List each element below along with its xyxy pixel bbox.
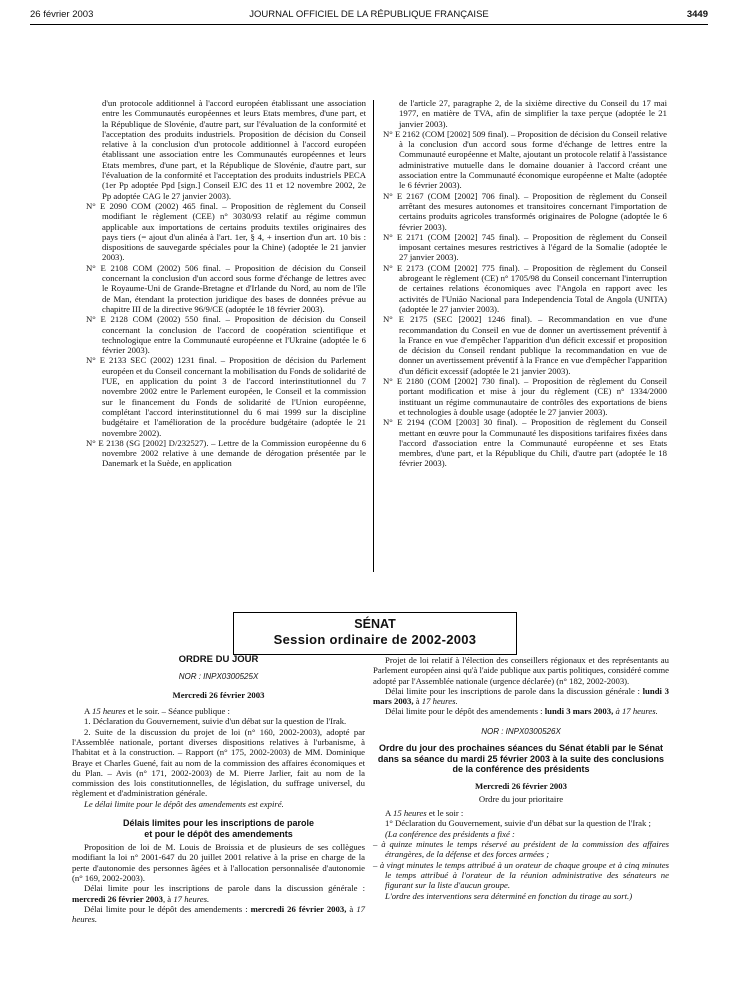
- document-entry: N° E 2108 COM (2002) 506 final. – Proposition de décision du Conseil concernant la conclusion d'un accord sous forme d'échange de lettres avec le Royaume-Uni de Grande-Bretagne et d'Irlande du Nord, au nom de l'île de Man, étendant la protection juridique des bases de données prévue au chapitre III de la directive 96/9/CE (adoptée le 18 février 2003).: [86, 262, 366, 314]
- document-entry: N° E 2128 COM (2002) 550 final. – Proposition de décision du Conseil concernant la conclusion de l'accord de coopération scientifique et technologique entre la Communauté européenne et l'Ukraine (adoptée le 6 février 2003).: [86, 314, 366, 356]
- delais-title-line-2: et pour le dépôt des amendements: [144, 828, 293, 839]
- delais-title-line-1: Délais limites pour les inscriptions de parole: [122, 818, 315, 829]
- seance-time-line: A 15 heures et le soir. – Séance publique :: [84, 706, 230, 717]
- document-entry: N° E 2175 (SEC [2002] 1246 final). – Recommandation en vue d'une recommandation du Conseil en vue de donner un avertissement préventif à la France en vue d'empêcher l'apparition d'un déficit excessif et proposition de décision du Conseil rendant publique la recommandation en vue de donner un avertissement préventif à la France en vue d'empêcher l'apparition d'un déficit excessif (adoptée le 21 janvier 2003).: [383, 314, 667, 376]
- header-page-number: 3449: [686, 9, 708, 20]
- nor-reference-2: NOR : INPX0300526X: [481, 726, 561, 736]
- dash-item-2: – à vingt minutes le temps attribué à un orateur de chaque groupe et à cinq minutes le temps attribué à l'orateur de la réunion administrative des sénateurs ne figurant sur la liste d'aucun groupe.: [373, 859, 669, 891]
- senat-title: SÉNAT: [354, 617, 396, 631]
- document-entry: N° E 2171 (COM [2002] 745 final). – Proposition de règlement du Conseil imposant certaines mesures restrictives à l'égard de la Somalie (adoptée le 27 janvier 2003).: [383, 231, 667, 263]
- document-entry: N° E 2138 (SG [2002] D/232527). – Lettre de la Commission européenne du 6 novembre 2002 relative à une demande de dérogation présentée par le Danemark et la Suède, en application: [86, 437, 366, 469]
- seance-time-line-2: A 15 heures et le soir :: [385, 808, 464, 819]
- agenda-item-1b: 1° Déclaration du Gouvernement, suivie d'un débat sur la question de l'Irak ;: [385, 818, 651, 829]
- nor-reference: NOR : INPX0300525X: [178, 671, 259, 681]
- document-entry: N° E 2180 (COM [2002] 730 final). – Proposition de règlement du Conseil portant modification et mise à jour du règlement (CE) n° 1334/2000 instituant un régime communautaire de contrôles des exportations de biens et technologies à double usage (adoptée le 27 janvier 2003).: [383, 376, 667, 417]
- projet-de-loi: Projet de loi relatif à l'élection des conseillers régionaux et des représentants au Parlement européen ainsi qu'à l'aide publique aux partis politiques, considéré comme adopté par l'Assemblée nationale (urgence déclarée) (n° 182, 2002-2003).: [373, 655, 669, 686]
- page-header: [30, 10, 708, 24]
- document-entry: N° E 2173 (COM [2002] 775 final). – Proposition de règlement du Conseil abrogeant le règlement (CE) n° 1705/98 du Conseil concernant l'interruption de certaines relations économiques avec l'Angola en rapport avec les activités de l'União Nacional para Independencia Total de Angola (UNITA) (adoptée le 27 janvier 2003).: [383, 262, 667, 314]
- entry-continuation: de l'article 27, paragraphe 2, de la sixième directive du Conseil du 17 mai 1977, en matière de TVA, afin de simplifier la taxe perçue (adoptée le 21 janvier 2003).: [399, 98, 667, 129]
- delai-parole-2: Délai limite pour les inscriptions de parole dans la discussion générale : lundi 3 mars 2003, à 17 heures.: [373, 685, 669, 707]
- seance-date-2: Mercredi 26 février 2003: [475, 780, 567, 791]
- document-entry: N° E 2090 COM (2002) 465 final. – Proposition de règlement du Conseil modifiant le règlement (CEE) n° 3030/93 relatif au régime commun applicable aux importations de certains produits textiles originaires des pays tiers (= ajout d'un alinéa à l'art. 1er, § 4, + insertion d'un art. 10 bis : dispositions de sauvegarde spéciales pour la Chine) (adoptée le 21 janvier 2003).: [86, 200, 366, 263]
- header-journal-title: JOURNAL OFFICIEL DE LA RÉPUBLIQUE FRANÇAISE: [249, 9, 489, 20]
- dash-item-1: – à quinze minutes le temps réservé au président de la commission des affaires étrangères, de la défense et des forces armées ;: [373, 839, 669, 860]
- column-right-top: [383, 98, 667, 469]
- document-entry: N° E 2194 (COM [2003] 30 final). – Proposition de règlement du Conseil mettant en œuvre pour la Communauté les dispositions tarifaires fixées dans l'accord d'association entre la Communauté européenne et ses Etats membres, d'une part, et la République du Chili, d'autre part (adoptée le 18 février 2003).: [383, 417, 667, 469]
- delai-expire-note: Le délai limite pour le dépôt des amendements est expiré.: [84, 798, 284, 809]
- column-divider: [373, 100, 374, 572]
- delai-amendements-2: Délai limite pour le dépôt des amendements : lundi 3 mars 2003, à 17 heures.: [385, 706, 658, 717]
- ordre-prioritaire: Ordre du jour prioritaire: [478, 793, 564, 804]
- header-date: 26 février 2003: [30, 9, 94, 20]
- column-right-bottom: [373, 655, 669, 901]
- senat-session: Session ordinaire de 2002-2003: [273, 632, 477, 647]
- senat-banner: [233, 612, 517, 655]
- seance-date: Mercredi 26 février 2003: [172, 689, 265, 700]
- header-rule: [30, 24, 708, 25]
- delai-amendements-1: Délai limite pour le dépôt des amendements : mercredi 26 février 2003, à 17 heures.: [72, 903, 365, 925]
- ordre-interventions: L'ordre des interventions sera déterminé en fonction du tirage au sort.): [385, 890, 633, 901]
- column-left-top: [86, 98, 366, 469]
- document-entry: N° E 2167 (COM [2002] 706 final). – Proposition de règlement du Conseil arrêtant des mesures autonomes et transitoires concernant l'importation de certains produits agricoles transformés originaires de Pologne (adoptée le 6 février 2003).: [383, 190, 667, 232]
- ordre-du-jour-title: ORDRE DU JOUR: [178, 654, 259, 665]
- document-entry: N° E 2133 SEC (2002) 1231 final. – Proposition de décision du Parlement européen et du Conseil concernant la mobilisation du Fonds de solidarité de l'UE, en application du point 3 de l'accord interinstitutionnel du 7 novembre 2002 entre le Parlement européen, le Conseil et la commission sur le financement du Fonds de solidarité de l'Union européenne, complétant l'accord interinstitutionnel du 6 mai 1999 sur la discipline budgétaire et l'amélioration de la procédure budgétaire (adoptée le 21 novembre 2002).: [86, 355, 366, 438]
- agenda-item-1: 1. Déclaration du Gouvernement, suivie d'un débat sur la question de l'Irak.: [84, 716, 347, 727]
- document-entry: N° E 2162 (COM [2002] 509 final). – Proposition de décision du Conseil relative à la conclusion d'un accord sous forme d'échange de lettres entre la Communauté européenne et Malte, ajoutant un protocole relatif à l'assistance administrative mutuelle dans le domaine douanier à l'accord créant une association entre la Communauté économique européenne et Malte (adoptée le 6 février 2003).: [383, 128, 667, 191]
- column-left-bottom: [72, 655, 365, 924]
- proposition-de-loi: Proposition de loi de M. Louis de Broissia et de plusieurs de ses collègues modifiant la loi n° 2001-647 du 20 juillet 2001 relative à la prise en charge de la perte d'autonomie des personnes âgées et à l'allocation personnalisée d'autonomie (n° 169, 2002-2003).: [72, 842, 365, 883]
- agenda-item-2: 2. Suite de la discussion du projet de loi (n° 160, 2002-2003), adopté par l'Assemblée nationale, portant diverses dispositions relatives à l'urbanisme, à l'habitat et à la construction. – Rapport (n° 175, 2002-2003) de MM. Dominique Braye et Charles Guené, fait au nom de la commission des affaires économiques et du Plan. – Avis (n° 171, 2002-2003) de M. Pierre Jarlier, fait au nom de la commission des lois constitutionnelles, de législation, du suffrage universel, du règlement et d'administration générale.: [72, 726, 365, 799]
- prochaines-seances-title: Ordre du jour des prochaines séances du Sénat établi par le Sénat dans sa séance du mardi 25 février 2003 à la suite des conclusions de la conférence des présidents: [377, 743, 665, 775]
- conference-note: (La conférence des présidents a fixé :: [385, 828, 515, 839]
- delai-parole-1: Délai limite pour les inscriptions de parole dans la discussion générale : mercredi 26 février 2003, à 17 heures.: [72, 883, 365, 904]
- entry-continuation: d'un protocole additionnel à l'accord européen établissant une association entre les Communautés européennes et leurs Etats membres, d'une part, et la République de Slovénie, d'autre part, sur l'évaluation de la conformité et l'acceptation des produits industriels. Proposition de décision du Conseil relative à la conclusion d'un protocole additionnel à l'accord européen établissant une association entre les Communautés européennes et leurs Etats membres, d'une part, et la République de Slovénie, d'autre part, sur l'évaluation de la conformité et l'acceptation des produits industriels PECA (1er Pp adoptée Ppd [sign.] Conseil EJC des 11 et 12 novembre 2002, 2e Pp adoptée CAG le 27 janvier 2003).: [102, 98, 366, 201]
